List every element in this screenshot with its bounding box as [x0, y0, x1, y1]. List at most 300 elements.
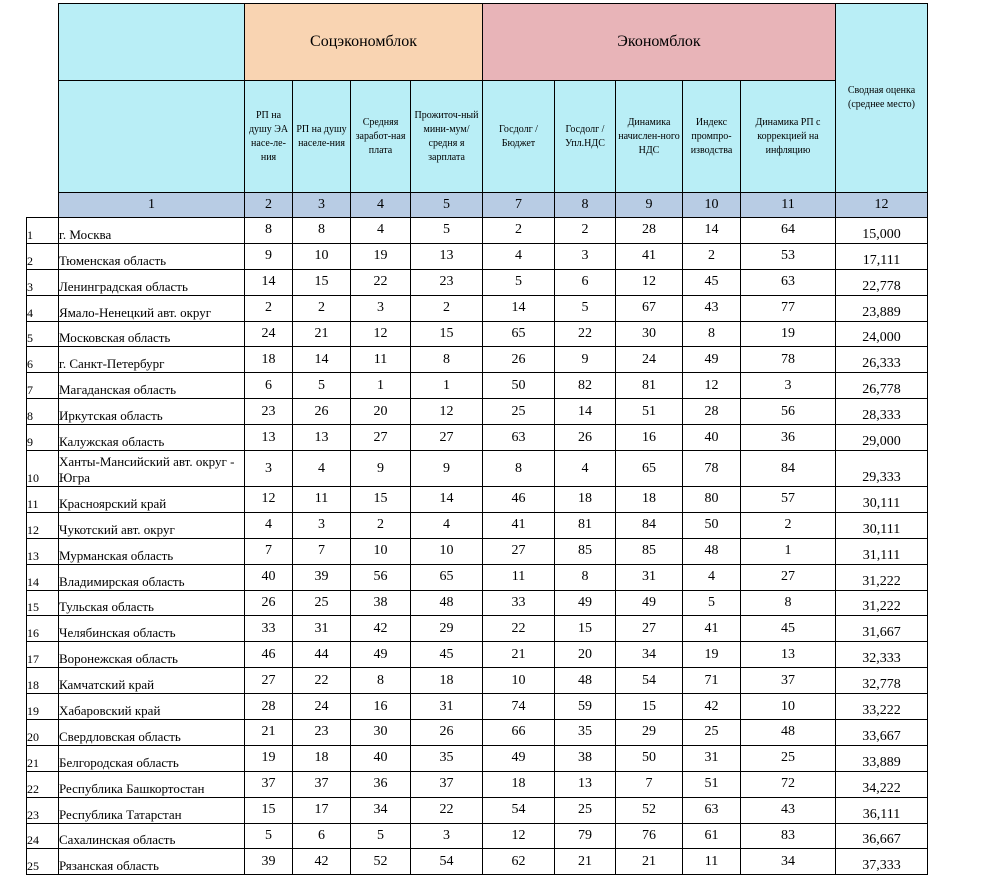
rank-value: 50	[683, 512, 741, 538]
rank-value: 18	[293, 745, 351, 771]
summary-value: 37,333	[836, 849, 928, 875]
rank-value: 42	[351, 616, 411, 642]
rank-value: 4	[683, 564, 741, 590]
rank-value: 12	[683, 373, 741, 399]
rank-value: 13	[245, 425, 293, 451]
rank-value: 12	[411, 399, 483, 425]
rank-value: 3	[741, 373, 836, 399]
rank-value: 26	[555, 425, 616, 451]
rank-value: 41	[483, 512, 555, 538]
rank-value: 30	[351, 720, 411, 746]
rank-value: 24	[293, 694, 351, 720]
summary-value: 31,667	[836, 616, 928, 642]
rank-value: 34	[616, 642, 683, 668]
rank-value: 43	[683, 295, 741, 321]
rank-value: 7	[245, 538, 293, 564]
rank-value: 5	[245, 823, 293, 849]
row-number: 21	[27, 745, 59, 771]
rank-value: 26	[293, 399, 351, 425]
rank-value: 25	[555, 797, 616, 823]
rank-value: 31	[293, 616, 351, 642]
rank-value: 37	[741, 668, 836, 694]
summary-header: Сводная оценка (среднее место)	[836, 4, 928, 193]
row-number: 15	[27, 590, 59, 616]
column-number: 7	[483, 193, 555, 218]
region-name: Тюменская область	[59, 243, 245, 269]
rank-value: 21	[555, 849, 616, 875]
rank-value: 48	[411, 590, 483, 616]
column-number: 1	[59, 193, 245, 218]
rank-value: 78	[683, 451, 741, 487]
rank-value: 5	[351, 823, 411, 849]
summary-value: 22,778	[836, 269, 928, 295]
rank-value: 8	[411, 347, 483, 373]
rank-value: 56	[351, 564, 411, 590]
rank-value: 50	[483, 373, 555, 399]
rank-value: 84	[741, 451, 836, 487]
rank-value: 76	[616, 823, 683, 849]
rank-value: 4	[483, 243, 555, 269]
rank-value: 65	[411, 564, 483, 590]
rank-value: 1	[741, 538, 836, 564]
rank-value: 44	[293, 642, 351, 668]
region-name: Тульская область	[59, 590, 245, 616]
column-number: 8	[555, 193, 616, 218]
rank-value: 22	[351, 269, 411, 295]
rank-value: 81	[616, 373, 683, 399]
rank-value: 45	[741, 616, 836, 642]
rank-value: 33	[483, 590, 555, 616]
rank-value: 1	[351, 373, 411, 399]
rank-value: 81	[555, 512, 616, 538]
rank-value: 8	[351, 668, 411, 694]
rank-value: 74	[483, 694, 555, 720]
column-header: Госдолг / Бюджет	[483, 81, 555, 193]
rank-value: 49	[351, 642, 411, 668]
rank-value: 28	[245, 694, 293, 720]
rank-value: 53	[741, 243, 836, 269]
rank-value: 20	[351, 399, 411, 425]
rank-value: 10	[351, 538, 411, 564]
column-number: 12	[836, 193, 928, 218]
summary-value: 34,222	[836, 771, 928, 797]
rank-value: 19	[351, 243, 411, 269]
rank-value: 2	[483, 218, 555, 244]
rank-value: 67	[616, 295, 683, 321]
rank-value: 34	[741, 849, 836, 875]
region-name: Ленинградская область	[59, 269, 245, 295]
rank-value: 2	[245, 295, 293, 321]
group-soc: Соцэкономблок	[245, 4, 483, 81]
rank-value: 59	[555, 694, 616, 720]
rank-value: 27	[483, 538, 555, 564]
rank-value: 29	[616, 720, 683, 746]
summary-value: 33,889	[836, 745, 928, 771]
region-name: Камчатский край	[59, 668, 245, 694]
summary-value: 33,667	[836, 720, 928, 746]
table-row	[27, 451, 928, 487]
region-name: Хабаровский край	[59, 694, 245, 720]
table-row	[27, 564, 928, 590]
rank-value: 18	[616, 487, 683, 513]
rank-value: 22	[293, 668, 351, 694]
rank-value: 14	[483, 295, 555, 321]
summary-value: 28,333	[836, 399, 928, 425]
rank-value: 25	[683, 720, 741, 746]
rank-value: 49	[555, 590, 616, 616]
row-number: 16	[27, 616, 59, 642]
rank-value: 11	[483, 564, 555, 590]
row-number: 10	[27, 451, 59, 487]
rank-value: 8	[683, 321, 741, 347]
rank-value: 8	[245, 218, 293, 244]
rank-value: 71	[683, 668, 741, 694]
rank-value: 5	[411, 218, 483, 244]
rank-value: 63	[483, 425, 555, 451]
row-number: 5	[27, 321, 59, 347]
rank-value: 45	[683, 269, 741, 295]
rank-value: 13	[555, 771, 616, 797]
rank-value: 9	[245, 243, 293, 269]
rank-value: 30	[616, 321, 683, 347]
summary-value: 24,000	[836, 321, 928, 347]
rank-value: 10	[411, 538, 483, 564]
table-row	[27, 512, 928, 538]
rank-value: 28	[616, 218, 683, 244]
rank-value: 36	[351, 771, 411, 797]
rank-value: 21	[293, 321, 351, 347]
table-row	[27, 538, 928, 564]
rank-value: 54	[616, 668, 683, 694]
table-row	[27, 720, 928, 746]
rank-value: 14	[683, 218, 741, 244]
region-name: Мурманская область	[59, 538, 245, 564]
rank-value: 48	[555, 668, 616, 694]
region-name: Свердловская область	[59, 720, 245, 746]
rank-value: 63	[683, 797, 741, 823]
rank-value: 24	[616, 347, 683, 373]
column-header-row	[27, 81, 928, 193]
rank-value: 65	[616, 451, 683, 487]
rank-value: 40	[245, 564, 293, 590]
rank-value: 15	[351, 487, 411, 513]
rank-value: 7	[293, 538, 351, 564]
rank-value: 72	[741, 771, 836, 797]
row-number: 24	[27, 823, 59, 849]
rank-value: 5	[555, 295, 616, 321]
rank-value: 62	[483, 849, 555, 875]
region-name: Владимирская область	[59, 564, 245, 590]
row-number: 14	[27, 564, 59, 590]
summary-value: 15,000	[836, 218, 928, 244]
rank-value: 13	[741, 642, 836, 668]
rank-value: 50	[616, 745, 683, 771]
column-header: Динамика РП с коррекцией на инфляцию	[741, 81, 836, 193]
column-number: 2	[245, 193, 293, 218]
rank-value: 2	[741, 512, 836, 538]
region-name: Чукотский авт. округ	[59, 512, 245, 538]
rank-value: 56	[741, 399, 836, 425]
rank-value: 25	[293, 590, 351, 616]
rank-value: 78	[741, 347, 836, 373]
rank-value: 42	[293, 849, 351, 875]
rank-value: 21	[483, 642, 555, 668]
rank-value: 27	[741, 564, 836, 590]
table-row	[27, 642, 928, 668]
group-header-row	[27, 4, 928, 81]
rank-value: 43	[741, 797, 836, 823]
rank-value: 21	[245, 720, 293, 746]
table-row	[27, 616, 928, 642]
rank-value: 27	[245, 668, 293, 694]
column-number: 4	[351, 193, 411, 218]
rank-value: 11	[683, 849, 741, 875]
row-number: 7	[27, 373, 59, 399]
rank-value: 82	[555, 373, 616, 399]
table-row	[27, 399, 928, 425]
region-name: Воронежская область	[59, 642, 245, 668]
rank-value: 14	[293, 347, 351, 373]
rank-value: 27	[411, 425, 483, 451]
rank-value: 26	[411, 720, 483, 746]
rank-value: 49	[616, 590, 683, 616]
region-name: г. Санкт-Петербург	[59, 347, 245, 373]
summary-value: 23,889	[836, 295, 928, 321]
rank-value: 35	[555, 720, 616, 746]
table-row	[27, 321, 928, 347]
rank-value: 23	[245, 399, 293, 425]
rank-value: 8	[293, 218, 351, 244]
rank-value: 14	[411, 487, 483, 513]
rank-value: 7	[616, 771, 683, 797]
rank-value: 12	[351, 321, 411, 347]
region-name: Рязанская область	[59, 849, 245, 875]
rank-value: 77	[741, 295, 836, 321]
region-name: Сахалинская область	[59, 823, 245, 849]
column-number: 3	[293, 193, 351, 218]
rank-value: 33	[245, 616, 293, 642]
rank-value: 12	[483, 823, 555, 849]
row-number: 12	[27, 512, 59, 538]
summary-value: 32,778	[836, 668, 928, 694]
table-row	[27, 295, 928, 321]
summary-value: 29,333	[836, 451, 928, 487]
summary-value: 33,222	[836, 694, 928, 720]
rank-value: 29	[411, 616, 483, 642]
rank-value: 19	[245, 745, 293, 771]
rank-value: 85	[555, 538, 616, 564]
column-header: Динамика начислен-ного НДС	[616, 81, 683, 193]
rank-value: 18	[483, 771, 555, 797]
rank-value: 48	[741, 720, 836, 746]
row-number: 8	[27, 399, 59, 425]
table-row	[27, 487, 928, 513]
rank-value: 23	[411, 269, 483, 295]
column-number: 11	[741, 193, 836, 218]
rank-value: 31	[616, 564, 683, 590]
rank-value: 4	[555, 451, 616, 487]
rank-value: 18	[245, 347, 293, 373]
rank-value: 21	[616, 849, 683, 875]
summary-value: 31,222	[836, 564, 928, 590]
rank-value: 41	[683, 616, 741, 642]
rank-value: 63	[741, 269, 836, 295]
rank-value: 54	[411, 849, 483, 875]
summary-value: 31,111	[836, 538, 928, 564]
summary-value: 17,111	[836, 243, 928, 269]
rank-value: 41	[616, 243, 683, 269]
rank-value: 52	[616, 797, 683, 823]
rank-value: 4	[293, 451, 351, 487]
table-row	[27, 823, 928, 849]
column-header: Индекс промпро-изводства	[683, 81, 741, 193]
rank-value: 46	[245, 642, 293, 668]
table-row	[27, 269, 928, 295]
summary-value: 30,111	[836, 512, 928, 538]
rank-value: 37	[293, 771, 351, 797]
rank-value: 16	[616, 425, 683, 451]
region-name: Магаданская область	[59, 373, 245, 399]
row-number: 11	[27, 487, 59, 513]
rank-value: 66	[483, 720, 555, 746]
rank-value: 65	[483, 321, 555, 347]
rank-value: 52	[351, 849, 411, 875]
rank-value: 40	[683, 425, 741, 451]
row-number: 19	[27, 694, 59, 720]
row-number: 23	[27, 797, 59, 823]
rank-value: 28	[683, 399, 741, 425]
rank-value: 2	[683, 243, 741, 269]
rank-value: 6	[293, 823, 351, 849]
header-blank	[59, 4, 245, 81]
rank-value: 3	[245, 451, 293, 487]
rank-value: 15	[555, 616, 616, 642]
row-number: 1	[27, 218, 59, 244]
rank-value: 64	[741, 218, 836, 244]
table-row	[27, 797, 928, 823]
row-number: 20	[27, 720, 59, 746]
rank-value: 3	[555, 243, 616, 269]
row-number: 22	[27, 771, 59, 797]
rank-value: 15	[245, 797, 293, 823]
rank-value: 16	[351, 694, 411, 720]
table-row	[27, 243, 928, 269]
rank-value: 12	[245, 487, 293, 513]
table-row	[27, 849, 928, 875]
rank-value: 54	[483, 797, 555, 823]
rank-value: 4	[411, 512, 483, 538]
rank-value: 12	[616, 269, 683, 295]
table-row	[27, 694, 928, 720]
rank-value: 36	[741, 425, 836, 451]
rank-value: 3	[351, 295, 411, 321]
rank-value: 80	[683, 487, 741, 513]
header-blank-2	[59, 81, 245, 193]
rank-value: 37	[245, 771, 293, 797]
table-row	[27, 745, 928, 771]
row-number: 9	[27, 425, 59, 451]
rank-value: 27	[616, 616, 683, 642]
rank-value: 61	[683, 823, 741, 849]
rank-value: 13	[411, 243, 483, 269]
rank-value: 22	[555, 321, 616, 347]
rank-value: 48	[683, 538, 741, 564]
table-row	[27, 347, 928, 373]
row-number: 25	[27, 849, 59, 875]
rank-value: 3	[411, 823, 483, 849]
rank-value: 85	[616, 538, 683, 564]
rank-value: 38	[351, 590, 411, 616]
rank-value: 8	[483, 451, 555, 487]
rank-value: 2	[555, 218, 616, 244]
region-name: Ямало-Ненецкий авт. округ	[59, 295, 245, 321]
region-name: Иркутская область	[59, 399, 245, 425]
row-number: 13	[27, 538, 59, 564]
rank-value: 40	[351, 745, 411, 771]
column-header: Прожиточ-ный мини-мум/средня я зарплата	[411, 81, 483, 193]
column-header: РП на душу населе-ния	[293, 81, 351, 193]
rank-value: 5	[293, 373, 351, 399]
rank-value: 2	[411, 295, 483, 321]
rank-value: 17	[293, 797, 351, 823]
rank-value: 51	[616, 399, 683, 425]
rank-value: 27	[351, 425, 411, 451]
rank-value: 38	[555, 745, 616, 771]
rank-value: 57	[741, 487, 836, 513]
rank-value: 37	[411, 771, 483, 797]
region-name: Калужская область	[59, 425, 245, 451]
row-number: 4	[27, 295, 59, 321]
summary-value: 36,667	[836, 823, 928, 849]
rank-value: 42	[683, 694, 741, 720]
rank-value: 83	[741, 823, 836, 849]
region-name: Ханты-Мансийский авт. округ - Югра	[59, 451, 245, 487]
rank-value: 25	[483, 399, 555, 425]
rank-value: 14	[555, 399, 616, 425]
summary-value: 32,333	[836, 642, 928, 668]
ranking-table	[26, 3, 928, 875]
rank-value: 10	[741, 694, 836, 720]
rank-value: 26	[245, 590, 293, 616]
rank-value: 8	[555, 564, 616, 590]
region-name: Республика Башкортостан	[59, 771, 245, 797]
rank-value: 19	[683, 642, 741, 668]
rank-value: 45	[411, 642, 483, 668]
rank-value: 15	[293, 269, 351, 295]
rank-value: 4	[351, 218, 411, 244]
table-row	[27, 590, 928, 616]
rank-value: 18	[411, 668, 483, 694]
rank-value: 9	[351, 451, 411, 487]
rank-value: 13	[293, 425, 351, 451]
rank-value: 10	[293, 243, 351, 269]
rank-value: 25	[741, 745, 836, 771]
rank-value: 15	[411, 321, 483, 347]
region-name: Московская область	[59, 321, 245, 347]
table-row	[27, 425, 928, 451]
rank-value: 11	[293, 487, 351, 513]
row-number: 2	[27, 243, 59, 269]
rank-value: 20	[555, 642, 616, 668]
summary-value: 30,111	[836, 487, 928, 513]
rank-value: 39	[293, 564, 351, 590]
rank-value: 2	[293, 295, 351, 321]
column-number-row	[27, 193, 928, 218]
rank-value: 23	[293, 720, 351, 746]
rank-value: 35	[411, 745, 483, 771]
region-name: г. Москва	[59, 218, 245, 244]
group-econ: Экономблок	[483, 4, 836, 81]
